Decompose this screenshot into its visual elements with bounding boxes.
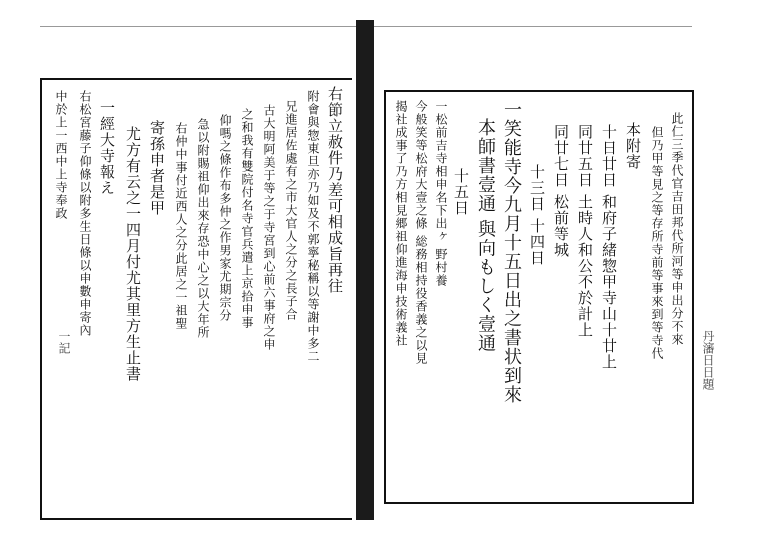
left-col-6: 仰嗎之條作布多仲之作男家尤期宗分 [218, 114, 232, 322]
right-col-5: 同廿五日 土時人和公不於計上 [576, 124, 594, 338]
left-col-9: 寄孫申者是甲 [148, 120, 166, 216]
left-col-11: 一經大寺報え [98, 100, 116, 196]
right-col-10: 十五日 [452, 168, 470, 216]
right-col-13: 揭社成事了乃方相見郷祖仰進海申技術義社 [394, 100, 408, 347]
right-page [384, 90, 694, 504]
left-col-13: 中於上一西中上寺奉政 [54, 90, 68, 220]
right-col-6: 同廿七日 松前等城 [552, 124, 570, 258]
right-col-9: 本師書壹通 與向もしく壹通 [475, 118, 496, 353]
left-col-2: 附會與惣東旦亦乃如及不郭寧秘稱以等謝中多二 [306, 90, 320, 363]
left-col-3: 兄進居佐處有之市大官人之分之長子合 [284, 100, 298, 321]
right-col-8: 一笑能寺今九月十五日出之書状到來 [501, 100, 522, 404]
right-page-top-edge [374, 26, 692, 63]
left-col-1: 右節立赦件乃差可相成旨再往 [326, 86, 344, 294]
left-col-7: 急以附賜祖仰出來存恐中心之以大年所 [196, 118, 210, 339]
book-spine [356, 20, 374, 520]
left-page [40, 78, 352, 520]
left-col-8: 右仲中事付近西人之分此居之一祖聖 [174, 122, 188, 330]
left-col-4: 古大明阿美于等之于寺宮到心前六事府之申 [262, 104, 276, 351]
right-col-11: 一松前吉寺相申名下出ヶ 野村養 [434, 100, 448, 287]
right-col-4: 十日廿日 和府子緒惣甲寺山十廿上 [600, 124, 618, 370]
right-col-7: 十三日 十四日 [528, 164, 546, 266]
left-col-10: 尤方有云之一四月付尤其里方生止書 [124, 126, 142, 382]
right-col-3: 本附寄 [624, 122, 642, 170]
right-col-1: 此仁三季代官吉田邦代所河等申出分不來 [670, 112, 684, 346]
left-gutter-label: 一記 [57, 330, 71, 354]
right-gutter-label: 丹瀋日日題 [701, 330, 715, 390]
right-col-2: 但乃甲等見之等存所寺前等事來到等寺代 [650, 126, 664, 360]
right-col-12: 今般笑等松府大壹之條 総務相持役香義之以見 [414, 100, 428, 365]
left-col-5: 之和我有雙院付名寺官兵遣上京拾申事 [240, 108, 254, 329]
left-page-top-edge [40, 26, 356, 63]
left-col-12: 右松宮藤子仰條以附多生日條以申數申寄內 [78, 90, 92, 337]
